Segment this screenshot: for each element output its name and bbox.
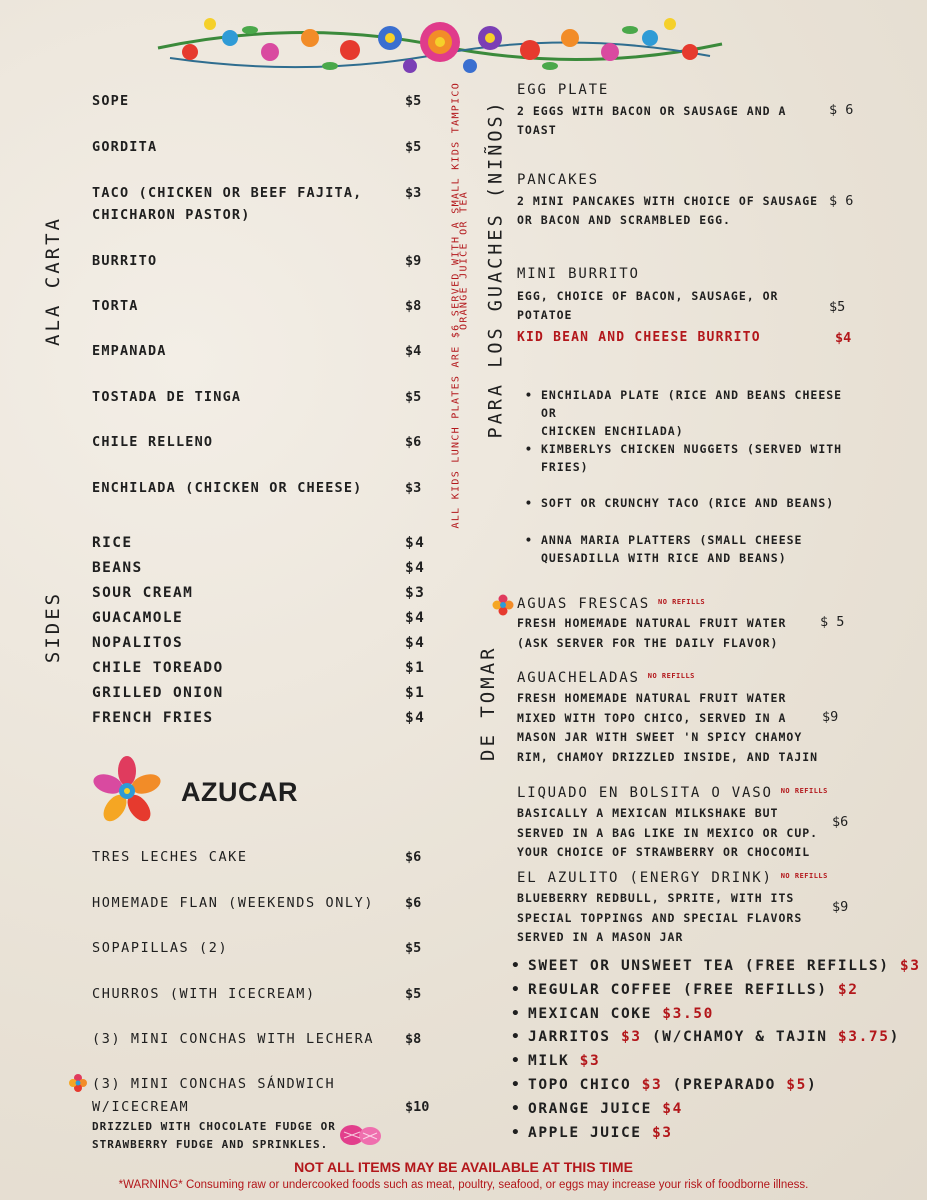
drink-desc: BASICALLY A MEXICAN MILKSHAKE BUT <box>517 806 779 820</box>
dessert-special-desc: STRAWBERRY FUDGE AND SPRINKLES. <box>92 1138 329 1151</box>
menu-item-name: SOPE <box>92 93 130 109</box>
kid-plates-list <box>525 440 855 476</box>
side-item-price: $4 <box>405 710 426 726</box>
menu-item-name: ENCHILADA (CHICKEN OR CHEESE) <box>92 480 363 496</box>
menu-item-name: GORDITA <box>92 139 158 155</box>
dessert-name: HOMEMADE FLAN (WEEKENDS ONLY) <box>92 895 375 911</box>
kid-item-price: $ 6 <box>829 193 854 209</box>
dessert-name: SOPAPILLAS (2) <box>92 940 229 956</box>
kids-note-line2: ORANGE JUICE OR TEA <box>458 190 470 331</box>
dessert-price: $5 <box>405 986 422 1002</box>
kid-item-name: PANCAKES <box>517 172 599 188</box>
dessert-special-name-cont: W/ICECREAM <box>92 1099 190 1115</box>
dessert-name: CHURROS (WITH ICECREAM) <box>92 986 316 1002</box>
kid-item-desc: 2 MINI PANCAKES WITH CHOICE OF SAUSAGE <box>517 194 819 208</box>
kid-item-price: $ 6 <box>829 102 854 118</box>
menu-item-price: $8 <box>405 298 422 314</box>
menu-item-name: TOSTADA DE TINGA <box>92 389 242 405</box>
kid-item-name: MINI BURRITO <box>517 266 640 282</box>
drink-desc: SERVED IN A MASON JAR <box>517 930 684 944</box>
kid-item-desc: EGG, CHOICE OF BACON, SAUSAGE, OR <box>517 289 779 303</box>
dessert-special-price: $10 <box>405 1099 430 1115</box>
kid-plates-list <box>525 494 855 512</box>
drink-price: $9 <box>822 709 839 725</box>
side-item-price: $1 <box>405 685 426 701</box>
drink-price: $6 <box>832 814 849 830</box>
side-item-name: CHILE TOREADO <box>92 660 224 676</box>
drink-name: EL AZULITO (ENERGY DRINK) $^{NO REFILLS}$ <box>517 870 828 886</box>
side-item-name: RICE <box>92 535 133 551</box>
kid-item-desc: OR BACON AND SCRAMBLED EGG. <box>517 213 731 227</box>
drink-desc: SPECIAL TOPPINGS AND SPECIAL FLAVORS <box>517 911 803 925</box>
menu-item-price: $3 <box>405 480 422 496</box>
drink-desc: SERVED IN A BAG LIKE IN MEXICO OR CUP. <box>517 826 819 840</box>
menu-item-price: $6 <box>405 434 422 450</box>
drink-desc: (ASK SERVER FOR THE DAILY FLAVOR) <box>517 636 779 650</box>
menu-item-price: $3 <box>405 185 422 201</box>
side-item-price: $1 <box>405 660 426 676</box>
menu-item-name: TORTA <box>92 298 139 314</box>
list-item: • ANNA MARIA PLATTERS (SMALL CHEESE QUESADILLA WITH RICE AND BEANS) <box>525 531 855 567</box>
dessert-price: $8 <box>405 1031 422 1047</box>
drink-list-item: • REGULAR COFFEE (FREE REFILLS) $2 <box>528 982 859 998</box>
kid-plates-list <box>525 386 855 440</box>
kid-item-price: $5 <box>829 299 846 315</box>
drink-list-item: • MEXICAN COKE $3.50 <box>528 1006 714 1022</box>
drink-name: AGUACHELADAS $^{NO REFILLS}$ <box>517 670 695 686</box>
menu-item-price: $5 <box>405 139 422 155</box>
menu-item-name-cont: CHICHARON PASTOR) <box>92 207 251 223</box>
sides-title: SIDES <box>42 590 64 664</box>
concha-icon <box>339 1124 383 1146</box>
kid-item-name: EGG PLATE <box>517 82 610 98</box>
kids-note-line1: ALL KIDS LUNCH PLATES ARE $6 SERVED WITH A SMALL KIDS TAMPICO <box>450 81 462 529</box>
side-item-name: GRILLED ONION <box>92 685 224 701</box>
side-item-price: $4 <box>405 535 426 551</box>
floral-banner-icon <box>150 8 730 80</box>
drink-desc: FRESH HOMEMADE NATURAL FRUIT WATER <box>517 691 787 705</box>
drink-desc: FRESH HOMEMADE NATURAL FRUIT WATER <box>517 616 787 630</box>
drink-desc: MIXED WITH TOPO CHICO, SERVED IN A <box>517 711 787 725</box>
drink-price: $ 5 <box>820 614 845 630</box>
small-flower-icon <box>68 1073 88 1093</box>
menu-item-price: $9 <box>405 253 422 269</box>
drink-name: AGUAS FRESCAS $^{NO REFILLS}$ <box>517 596 706 612</box>
drink-name: LIQUADO EN BOLSITA O VASO $^{NO REFILLS}$ <box>517 785 828 801</box>
foodborne-warning: *WARNING* Consuming raw or undercooked foods such as meat, poultry, seafood, or eggs may increase your risk of foodborne illness. <box>118 1179 809 1191</box>
dessert-price: $6 <box>405 849 422 865</box>
drink-desc: BLUEBERRY REDBULL, SPRITE, WITH ITS <box>517 891 795 905</box>
ala-carta-title: ALA CARTA <box>42 216 64 346</box>
drink-list-item: • SWEET OR UNSWEET TEA (FREE REFILLS) $3 <box>528 958 921 974</box>
drink-list-item: • ORANGE JUICE $4 <box>528 1101 683 1117</box>
menu-item-name: TACO (CHICKEN OR BEEF FAJITA, <box>92 185 363 201</box>
dessert-name: (3) MINI CONCHAS WITH LECHERA <box>92 1031 375 1047</box>
drink-desc: YOUR CHOICE OF STRAWBERRY OR CHOCOMIL <box>517 845 811 859</box>
drink-desc: MASON JAR WITH SWEET 'N SPICY CHAMOY <box>517 730 803 744</box>
kid-item-desc: 2 EGGS WITH BACON OR SAUSAGE AND A <box>517 104 787 118</box>
small-flower-icon <box>492 594 514 616</box>
menu-item-name: CHILE RELLENO <box>92 434 214 450</box>
drink-list-item: • TOPO CHICO $3 (PREPARADO $5) <box>528 1077 817 1093</box>
side-item-name: GUACAMOLE <box>92 610 184 626</box>
kid-item-desc: POTATOE <box>517 308 573 322</box>
side-item-name: NOPALITOS <box>92 635 184 651</box>
side-item-name: BEANS <box>92 560 143 576</box>
dessert-price: $5 <box>405 940 422 956</box>
drink-desc: RIM, CHAMOY DRIZZLED INSIDE, AND TAJIN <box>517 750 819 764</box>
menu-item-name: EMPANADA <box>92 343 167 359</box>
side-item-name: FRENCH FRIES <box>92 710 214 726</box>
side-item-price: $4 <box>405 635 426 651</box>
drink-price: $9 <box>832 899 849 915</box>
side-item-price: $4 <box>405 560 426 576</box>
kid-red-item-price: $4 <box>835 330 852 346</box>
list-item: • SOFT OR CRUNCHY TACO (RICE AND BEANS) <box>525 494 855 512</box>
side-item-price: $4 <box>405 610 426 626</box>
kid-plates-list <box>525 531 855 567</box>
availability-notice: NOT ALL ITEMS MAY BE AVAILABLE AT THIS TIME <box>294 1159 633 1175</box>
kid-item-desc: TOAST <box>517 123 557 137</box>
kid-red-item-name: KID BEAN AND CHEESE BURRITO <box>517 330 761 345</box>
azucar-title: AZUCAR <box>181 777 298 807</box>
dessert-special-name: (3) MINI CONCHAS SÁNDWICH <box>92 1076 336 1092</box>
list-item: • KIMBERLYS CHICKEN NUGGETS (SERVED WITH FRIES) <box>525 440 855 476</box>
dessert-name: TRES LECHES CAKE <box>92 849 248 865</box>
dessert-price: $6 <box>405 895 422 911</box>
ninos-title: PARA LOS GUACHES (NIÑOS) <box>485 99 507 439</box>
menu-item-price: $5 <box>405 389 422 405</box>
flower-icon <box>92 756 162 826</box>
menu-item-name: BURRITO <box>92 253 158 269</box>
dessert-special-desc: DRIZZLED WITH CHOCOLATE FUDGE OR <box>92 1120 336 1133</box>
side-item-price: $3 <box>405 585 426 601</box>
menu-item-price: $4 <box>405 343 422 359</box>
drink-list-item: • MILK $3 <box>528 1053 600 1069</box>
drink-list-item: • APPLE JUICE $3 <box>528 1125 673 1141</box>
side-item-name: SOUR CREAM <box>92 585 194 601</box>
tomar-title: DE TOMAR <box>477 645 499 761</box>
list-item: • ENCHILADA PLATE (RICE AND BEANS CHEESE OR CHICKEN ENCHILADA) <box>525 386 855 440</box>
menu-item-price: $5 <box>405 93 422 109</box>
drink-list-item: • JARRITOS $3 (W/CHAMOY & TAJIN $3.75) <box>528 1029 900 1045</box>
